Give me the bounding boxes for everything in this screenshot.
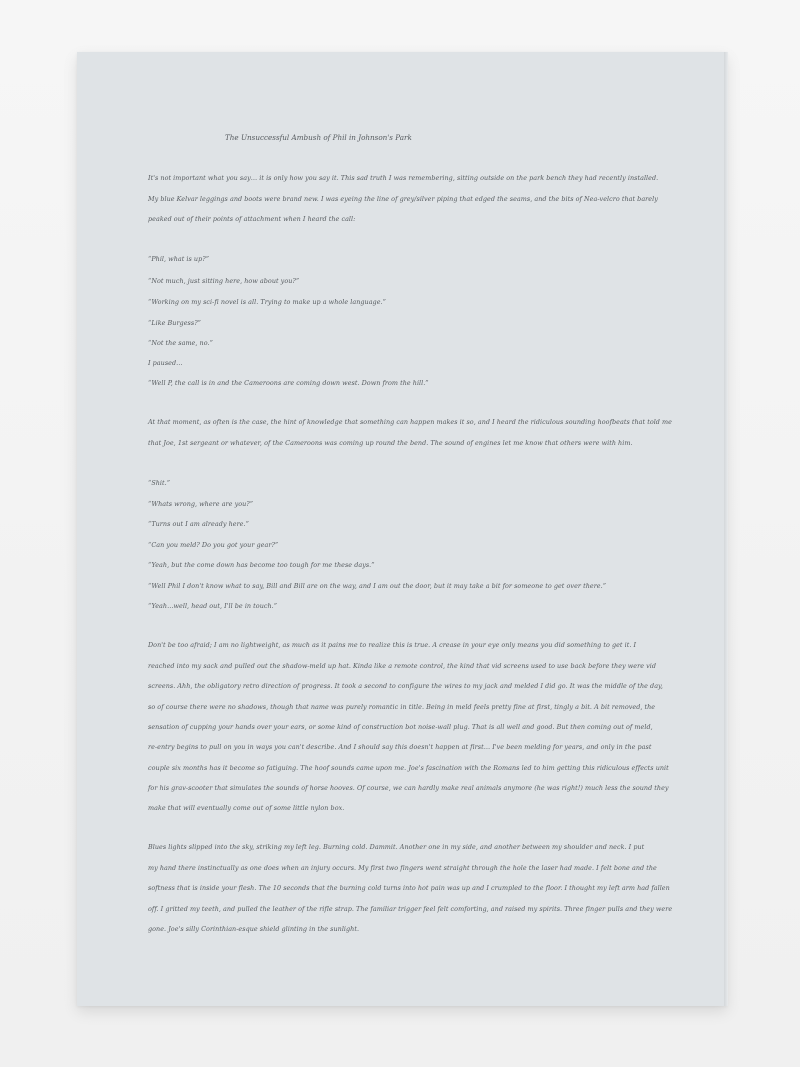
dialogue-line: “Well P, the call is in and the Cameroons are coming down west. Down from the hill.” bbox=[148, 379, 429, 387]
dialogue-line: “Working on my sci-fi novel is all. Trying to make up a whole language.” bbox=[148, 298, 386, 306]
dialogue-line: “Yeah…well, head out, I'll be in touch.” bbox=[148, 602, 278, 610]
text-line: sensation of cupping your hands over your ears, or some kind of construction bot noise-wall plug. That is all well and good. But then coming out of meld, bbox=[148, 723, 653, 731]
text-line: At that moment, as often is the case, the hint of knowledge that something can happen makes it so, and I heard the ridiculous sounding hoofbeats that told me bbox=[148, 418, 672, 426]
text-line: couple six months has it become so fatiguing. The hoof sounds came upon me. Joe's fascination with the Romans led to him getting this ridiculous effects unit bbox=[148, 764, 669, 772]
dialogue-line: “Yeah, but the come down has become too tough for me these days.” bbox=[148, 561, 375, 569]
text-line: that Joe, 1st sergeant or whatever, of the Cameroons was coming up round the bend. The sound of engines let me know that others were with him. bbox=[148, 439, 633, 447]
text-line: gone. Joe's silly Corinthian-esque shield glinting in the sunlight. bbox=[148, 925, 360, 933]
dialogue-line: “Whats wrong, where are you?” bbox=[148, 500, 254, 508]
text-line: reached into my sack and pulled out the shadow-meld up hat. Kinda like a remote control, the kind that vid screens used to use back before they were vid bbox=[148, 662, 657, 670]
dialogue-line: “Not the same, no.” bbox=[148, 339, 213, 347]
printed-panel bbox=[77, 52, 727, 1006]
panel-edge bbox=[724, 52, 728, 1006]
text-line: off. I gritted my teeth, and pulled the leather of the rifle strap. The familiar trigger feel felt comforting, and raised my spirits. Three finger pulls and they were bbox=[148, 905, 673, 913]
dialogue-line: “Turns out I am already here.” bbox=[148, 520, 249, 528]
text-line: softness that is inside your flesh. The 10 seconds that the burning cold turns into hot pain was up and I crumpled to the floor. I thought my left arm had fallen bbox=[148, 884, 670, 892]
text-line: make that will eventually come out of some little nylon box. bbox=[148, 804, 345, 812]
dialogue-line: I paused… bbox=[148, 359, 183, 367]
text-line: for his grav-scooter that simulates the sounds of horse hooves. Of course, we can hardly make real animals anymore (he was right!) much less the sound they bbox=[148, 784, 669, 792]
text-line: Don't be too afraid; I am no lightweight, as much as it pains me to realize this is true. A crease in your eye only means you did something to get it. I bbox=[148, 641, 637, 649]
text-line: peaked out of their points of attachment when I heard the call: bbox=[148, 215, 356, 223]
dialogue-line: “Like Burgess?” bbox=[148, 319, 201, 327]
text-line: re-entry begins to pull on you in ways you can't describe. And I should say this doesn't happen at first… I've been melding for years, and only in the past bbox=[148, 743, 652, 751]
text-line: so of course there were no shadows, though that name was purely romantic in title. Being in meld feels pretty fine at first, tingly a bit. A bit removed, the bbox=[148, 703, 656, 711]
text-line: my hand there instinctually as one does when an injury occurs. My first two fingers went straight through the hole the laser had made. I felt bone and the bbox=[148, 864, 657, 872]
document-title: The Unsuccessful Ambush of Phil in Johnson's Park bbox=[225, 133, 412, 142]
dialogue-line: “Phil, what is up?” bbox=[148, 255, 210, 263]
text-line: screens. Ahh, the obligatory retro direction of progress. It took a second to configure the wires to my jack and melded I did go. It was the middle of the day, bbox=[148, 682, 663, 690]
text-line: Blues lights slipped into the sky, striking my left leg. Burning cold. Dammit. Another one in my side, and another between my shoulder and neck. I put bbox=[148, 843, 645, 851]
text-line: It's not important what you say… it is only how you say it. This sad truth I was remembering, sitting outside on the park bench they had recently installed. bbox=[148, 174, 659, 182]
text-line: My blue Kelvar leggings and boots were brand new. I was eyeing the line of grey/silver piping that edged the seams, and the bits of Nea-velcro that barely bbox=[148, 195, 658, 203]
dialogue-line: “Can you meld? Do you got your gear?” bbox=[148, 541, 279, 549]
dialogue-line: “Not much, just sitting here, how about you?” bbox=[148, 277, 300, 285]
dialogue-line: “Well Phil I don't know what to say, Bill and Bill are on the way, and I am out the door, but it may take a bit for someone to get over there.” bbox=[148, 582, 607, 590]
dialogue-line: “Shit.” bbox=[148, 479, 171, 487]
